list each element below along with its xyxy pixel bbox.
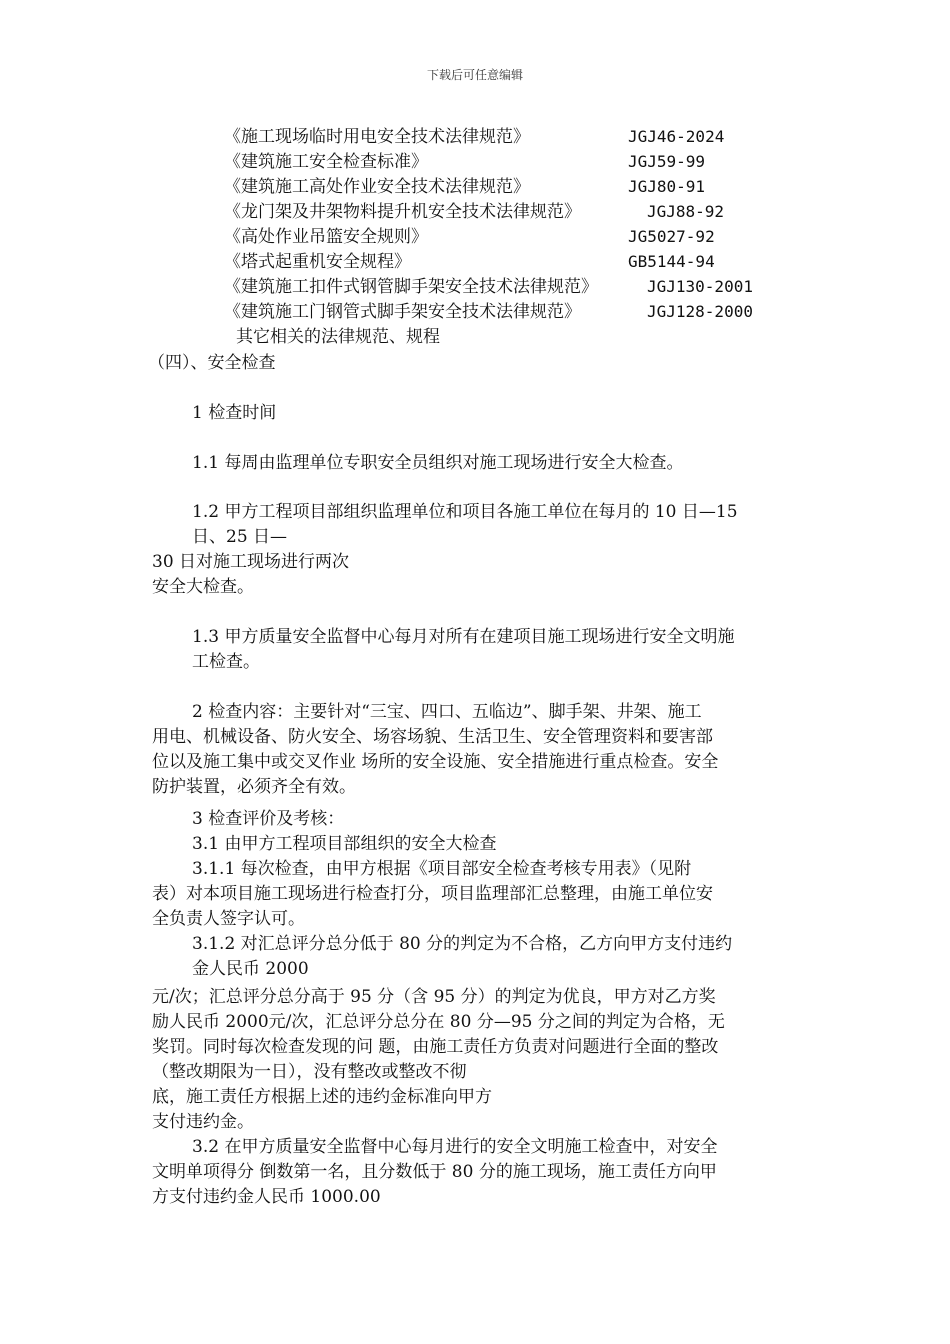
paragraph-line: 1.3 甲方质量安全监督中心每月对所有在建项目施工现场进行安全文明施 bbox=[192, 627, 735, 647]
standard-code: JG5027-92 bbox=[628, 227, 715, 246]
paragraph-line: （整改期限为一日），没有整改或整改不彻 bbox=[152, 1062, 467, 1082]
standard-title: 《建筑施工安全检查标准》 bbox=[224, 152, 428, 172]
standard-title: 《龙门架及井架物料提升机安全技术法律规范》 bbox=[224, 202, 581, 222]
subsection-heading: 3 检查评价及考核： bbox=[192, 809, 345, 829]
paragraph-line: 全负责人签字认可。 bbox=[152, 909, 305, 929]
paragraph-line: 金人民币 2000 bbox=[192, 959, 309, 979]
standard-code: JGJ46-2024 bbox=[628, 127, 725, 146]
paragraph-line: 2 检查内容：主要针对“三宝、四口、五临边”、脚手架、井架、施工 bbox=[192, 702, 702, 722]
paragraph-line: 1.1 每周由监理单位专职安全员组织对施工现场进行安全大检查。 bbox=[192, 453, 684, 473]
standard-title: 《施工现场临时用电安全技术法律规范》 bbox=[224, 127, 530, 147]
standard-title: 《建筑施工门钢管式脚手架安全技术法律规范》 bbox=[224, 302, 581, 322]
paragraph-line: 底，施工责任方根据上述的违约金标准向甲方 bbox=[152, 1087, 492, 1107]
paragraph-line: 防护装置，必须齐全有效。 bbox=[152, 777, 356, 797]
standard-code: GB5144-94 bbox=[628, 252, 715, 271]
standard-code: JGJ88-92 bbox=[647, 202, 725, 221]
standard-title: 《建筑施工扣件式钢管脚手架安全技术法律规范》 bbox=[224, 277, 598, 297]
paragraph-line: 方支付违约金人民币 1000.00 bbox=[152, 1187, 381, 1207]
paragraph-line: 30 日对施工现场进行两次 bbox=[152, 552, 350, 572]
standard-code: JGJ128-2000 bbox=[647, 302, 753, 321]
paragraph-line: 文明单项得分 倒数第一名，且分数低于 80 分的施工现场，施工责任方向甲 bbox=[152, 1162, 717, 1182]
other-standards: 其它相关的法律规范、规程 bbox=[236, 327, 440, 347]
paragraph-line: 3.1.1 每次检查，由甲方根据《项目部安全检查考核专用表》（见附 bbox=[192, 859, 692, 879]
paragraph-line: 3.1.2 对汇总评分总分低于 80 分的判定为不合格，乙方向甲方支付违约 bbox=[192, 934, 733, 954]
standard-title: 《塔式起重机安全规程》 bbox=[224, 252, 411, 272]
paragraph-line: 励人民币 2000元/次，汇总评分总分在 80 分—95 分之间的判定为合格，无 bbox=[152, 1012, 725, 1032]
paragraph-line: 工检查。 bbox=[192, 652, 260, 672]
paragraph-line: 1.2 甲方工程项目部组织监理单位和项目各施工单位在每月的 10 日—15 bbox=[192, 502, 738, 522]
standard-code: JGJ80-91 bbox=[628, 177, 706, 196]
standard-title: 《建筑施工高处作业安全技术法律规范》 bbox=[224, 177, 530, 197]
standard-code: JGJ130-2001 bbox=[647, 277, 753, 296]
standard-title: 《高处作业吊篮安全规则》 bbox=[224, 227, 428, 247]
paragraph-line: 支付违约金。 bbox=[152, 1112, 254, 1132]
paragraph-line: 位以及施工集中或交叉作业 场所的安全设施、安全措施进行重点检查。安全 bbox=[152, 752, 719, 772]
paragraph-line: 奖罚。同时每次检查发现的问 题，由施工责任方负责对问题进行全面的整改 bbox=[152, 1037, 719, 1057]
paragraph-line: 日、25 日— bbox=[192, 527, 288, 547]
paragraph-line: 元/次；汇总评分总分高于 95 分（含 95 分）的判定为优良，甲方对乙方奖 bbox=[152, 987, 716, 1007]
paragraph-line: 3.2 在甲方质量安全监督中心每月进行的安全文明施工检查中，对安全 bbox=[192, 1137, 718, 1157]
page-header: 下载后可任意编辑 bbox=[426, 68, 523, 82]
subsection-heading: 1 检查时间 bbox=[192, 403, 277, 423]
standard-code: JGJ59-99 bbox=[628, 152, 706, 171]
paragraph-line: 表）对本项目施工现场进行检查打分，项目监理部汇总整理，由施工单位安 bbox=[152, 884, 713, 904]
paragraph-line: 用电、机械设备、防火安全、场容场貌、生活卫生、安全管理资料和要害部 bbox=[152, 727, 713, 747]
paragraph-line: 3.1 由甲方工程项目部组织的安全大检查 bbox=[192, 834, 497, 854]
paragraph-line: 安全大检查。 bbox=[152, 577, 254, 597]
section-heading: （四）、安全检查 bbox=[148, 353, 276, 373]
